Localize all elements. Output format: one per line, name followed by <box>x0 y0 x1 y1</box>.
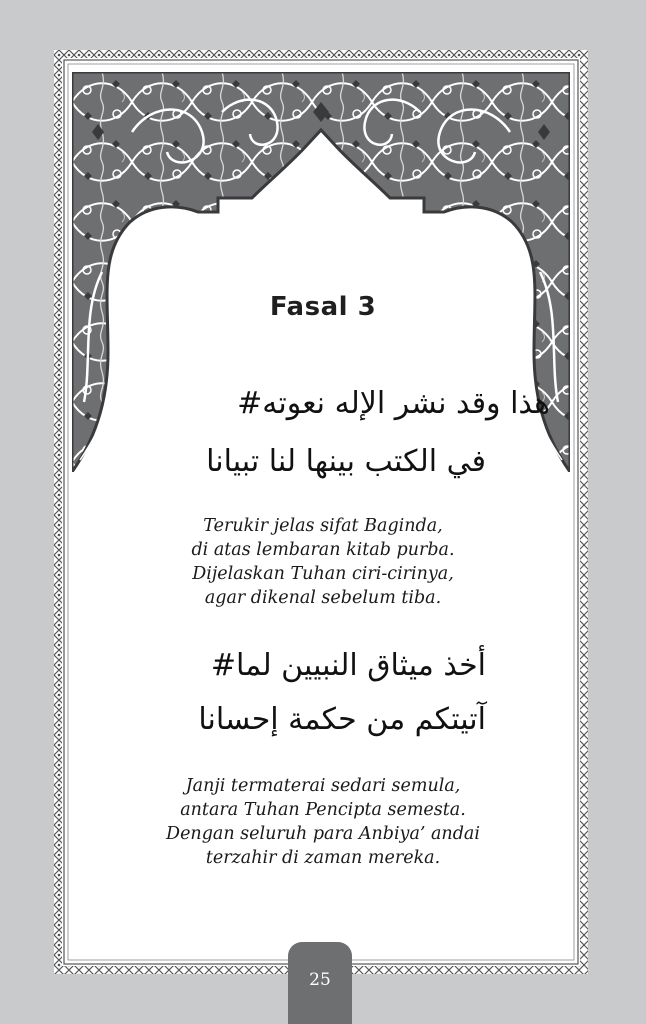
arabic-verse-2-line-2: آتيتكم من حكمة إحسانا <box>198 702 486 737</box>
arabic-verse-2-line-1: أخذ ميثاق النبيين لما# <box>210 648 486 683</box>
arabic-verse-1-line-2: في الكتب بينها لنا تبيانا <box>206 444 486 479</box>
chapter-heading: Fasal 3 <box>269 292 377 322</box>
translation-stanza-1 <box>0 514 646 610</box>
translation-line: terzahir di zaman mereka. <box>205 848 441 868</box>
translation-line: agar dikenal sebelum tiba. <box>204 588 442 608</box>
translation-line: Dengan seluruh para Anbiya’ andai <box>166 824 480 844</box>
translation-line: di atas lembaran kitab purba. <box>191 540 455 560</box>
translation-line: Janji termaterai sedari semula, <box>185 776 461 796</box>
translation-line: Terukir jelas sifat Baginda, <box>203 516 443 536</box>
arabic-verse-1-line-1: هذا وقد نشر الإله نعوته# <box>237 386 550 421</box>
translation-line: antara Tuhan Pencipta semesta. <box>180 800 466 820</box>
translation-stanza-2 <box>0 774 646 870</box>
translation-line: Dijelaskan Tuhan ciri-cirinya, <box>192 564 454 584</box>
page-number: 25 <box>309 970 331 990</box>
